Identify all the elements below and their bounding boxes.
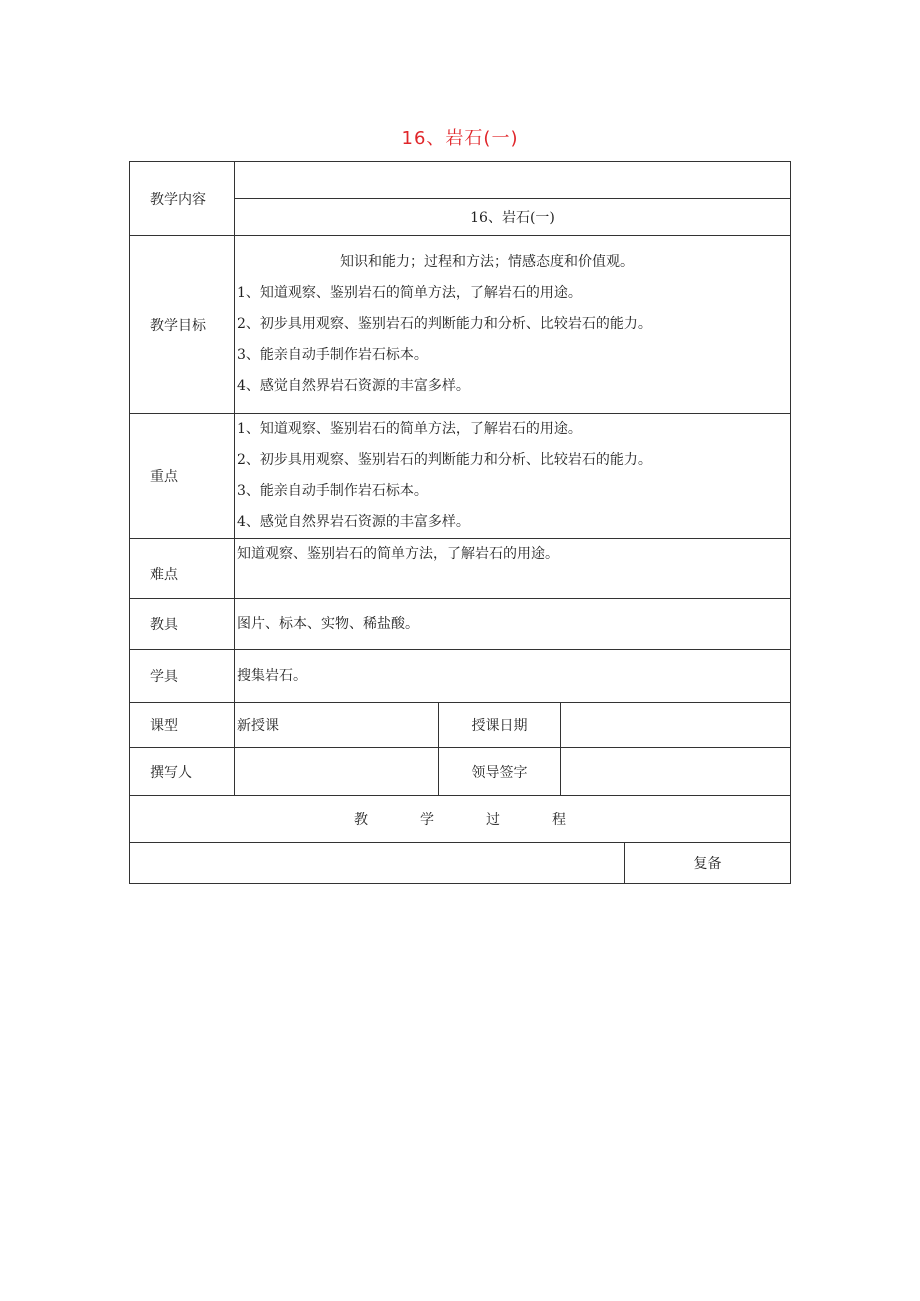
process-char: 程 — [552, 812, 566, 828]
leader-sign-label: 领导签字 — [439, 748, 561, 796]
process-body-cell — [130, 843, 625, 884]
content-label: 教学内容 — [130, 162, 235, 236]
objective-item: 4、感觉自然界岩石资源的丰富多样。 — [237, 378, 470, 394]
learning-aids-value: 搜集岩石。 — [237, 667, 307, 684]
difficulty-value: 知道观察、鉴别岩石的简单方法，了解岩石的用途。 — [237, 546, 559, 562]
process-char: 学 — [420, 812, 434, 828]
lesson-date-label: 授课日期 — [439, 703, 561, 748]
document-title: 16、岩石(一) — [401, 128, 519, 149]
key-point-item: 1、知道观察、鉴别岩石的简单方法，了解岩石的用途。 — [237, 421, 582, 437]
key-points-label: 重点 — [130, 414, 235, 539]
objective-item: 1、知道观察、鉴别岩石的简单方法，了解岩石的用途。 — [237, 285, 582, 301]
key-point-item: 2、初步具用观察、鉴别岩石的判断能力和分析、比较岩石的能力。 — [237, 452, 652, 468]
lesson-date-value — [561, 703, 791, 748]
review-label: 复备 — [625, 843, 791, 884]
objective-item: 2、初步具用观察、鉴别岩石的判断能力和分析、比较岩石的能力。 — [237, 316, 652, 332]
key-point-item: 3、能亲自动手制作岩石标本。 — [237, 483, 428, 499]
process-char: 过 — [486, 812, 500, 828]
objectives-cell — [235, 236, 791, 414]
leader-sign-value — [561, 748, 791, 796]
teaching-aids-cell — [235, 599, 791, 650]
learning-aids-label: 学具 — [130, 650, 235, 703]
lesson-type-label: 课型 — [130, 703, 235, 748]
key-points-cell — [235, 414, 791, 539]
author-label: 撰写人 — [130, 748, 235, 796]
content-blank-cell — [235, 162, 791, 199]
key-point-item: 4、感觉自然界岩石资源的丰富多样。 — [237, 514, 470, 530]
objective-item: 3、能亲自动手制作岩石标本。 — [237, 347, 428, 363]
difficulty-cell — [235, 539, 791, 599]
teaching-aids-label: 教具 — [130, 599, 235, 650]
difficulty-label: 难点 — [130, 539, 235, 599]
teaching-aids-value: 图片、标本、实物、稀盐酸。 — [237, 615, 419, 632]
teaching-process-header — [130, 796, 791, 843]
lesson-type-value: 新授课 — [235, 703, 439, 748]
lesson-plan-table — [129, 161, 791, 884]
content-value: 16、岩石(一) — [235, 199, 791, 236]
learning-aids-cell — [235, 650, 791, 703]
objectives-intro: 知识和能力；过程和方法；情感态度和价值观。 — [340, 254, 634, 270]
objectives-label: 教学目标 — [130, 236, 235, 414]
process-char: 教 — [354, 812, 368, 828]
author-value — [235, 748, 439, 796]
